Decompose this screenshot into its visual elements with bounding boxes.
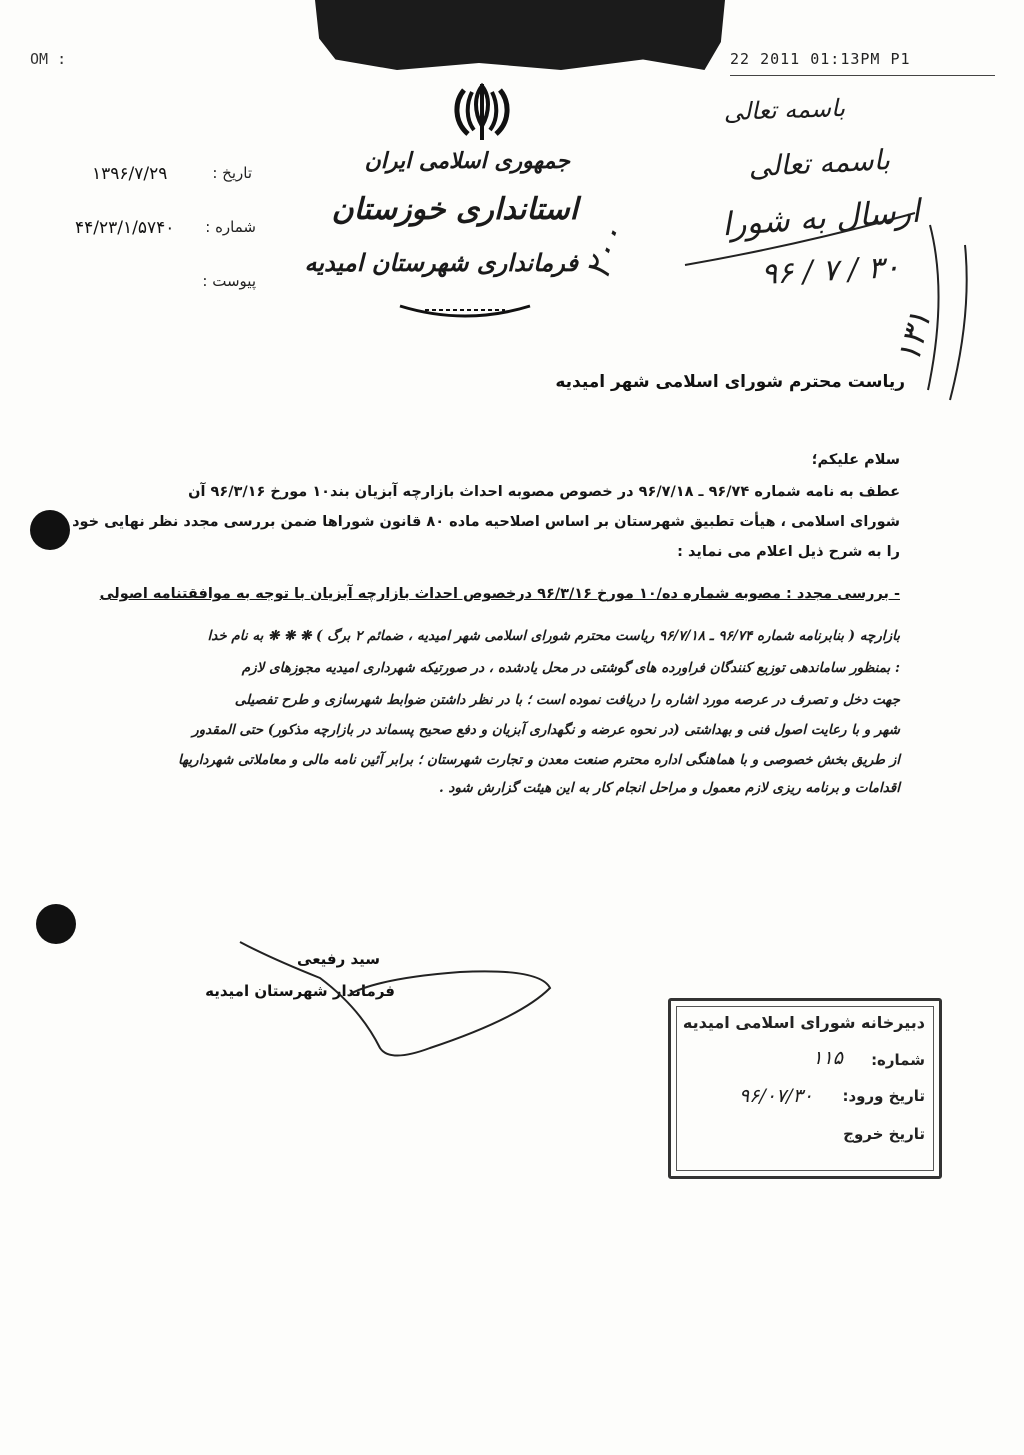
fax-header-left: OM :	[30, 50, 67, 68]
italic-line-1: بازارچه ( بنابرنامه شماره ۹۶/۷۴ ـ ۹۶/۷/۱۸ ریاست محترم شورای اسلامی شهر امیدیه ، ضمائم ۲ برگ ) ❋ ❋ ❋ به نام خدا	[207, 628, 900, 644]
body-line-2: شورای اسلامی ، هیأت تطبیق شهرستان بر اساس اصلاحیه ماده ۸۰ قانون شوراها ضمن بررسی مجدد نظر نهایی خود	[72, 514, 900, 530]
handwritten-margin-scribble: ۲۰۰	[577, 219, 634, 285]
secretariat-stamp	[668, 998, 942, 1179]
letterhead-province: استانداری خوزستان	[331, 192, 578, 227]
attachment-label: پیوست :	[202, 272, 256, 290]
handwritten-invocation-1: باسمه تعالی	[723, 93, 846, 127]
letterhead-office: فرمانداری شهرستان امیدیه	[304, 248, 578, 277]
punch-hole	[36, 904, 76, 944]
stamp-number-label: شماره:	[871, 1051, 925, 1069]
stamp-title: دبیرخانه شورای اسلامی امیدیه	[682, 1013, 925, 1032]
italic-line-5: از طریق بخش خصوصی و با هماهنگی اداره محترم صنعت معدن و تجارت شهرستان ؛ برابر آئین نامه مالی و معاملاتی شهرداریها	[177, 752, 900, 768]
handwritten-referral-date: ۳۰ / ۷ / ۹۶	[760, 249, 901, 293]
review-line: - بررسی مجدد : مصوبه شماره ده/۱۰ مورخ ۹۶/۳/۱۶ درخصوص احداث بازارچه آبزیان با توجه به موافقتنامه اصولی	[99, 586, 900, 602]
signatory-name: سید رفیعی	[297, 950, 380, 968]
number-value: ۴۴/۲۳/۱/۵۷۴۰	[75, 218, 175, 238]
italic-line-3: جهت دخل و تصرف در عرصه مورد اشاره را دریافت نموده است ؛ با در نظر داشتن ضوابط شهرسازی و طرح تفصیلی	[234, 692, 900, 708]
fax-header-right: 22 2011 01:13PM P1	[730, 50, 911, 68]
stamp-entry-value: ۹۶/۰۷/۳۰	[738, 1085, 813, 1107]
signatory-title: فرماندار شهرستان امیدیه	[205, 982, 395, 1000]
body-line-1: عطف به نامه شماره ۹۶/۷۴ ـ ۹۶/۷/۱۸ در خصوص مصوبه احداث بازارچه آبزیان بند۱۰ مورخ ۹۶/۳/۱۶ آن	[188, 484, 900, 500]
iran-emblem-icon	[448, 82, 516, 142]
stamp-number-value: ۱۱۵	[812, 1047, 843, 1069]
stamp-entry-label: تاریخ ورود:	[842, 1087, 925, 1105]
fax-header-rule	[730, 75, 995, 76]
salutation: سلام علیکم؛	[811, 452, 900, 468]
date-label: تاریخ :	[212, 164, 252, 182]
italic-line-4: شهر و با رعایت اصول فنی و بهداشتی (در نحوه عرضه و نگهداری آبزیان و دفع صحیح پسماند در بازارچه مذکور) حتی المقدور	[192, 722, 900, 738]
recipient-line: ریاست محترم شورای اسلامی شهر امیدیه	[555, 372, 905, 392]
italic-line-6: اقدامات و برنامه ریزی لازم معمول و مراحل انجام کار به این هیئت گزارش شود .	[438, 780, 900, 796]
signature-scribble-icon	[230, 938, 560, 1066]
body-line-3: را به شرح ذیل اعلام می نماید :	[677, 544, 900, 560]
letterhead-ornament-icon	[395, 300, 535, 322]
italic-line-2: : بمنظور ساماندهی توزیع کنندگان فراورده های گوشتی در محل یادشده ، در صورتیکه شهرداری امیدیه مجوزهای لازم	[241, 660, 900, 676]
letterhead-country: جمهوری اسلامی ایران	[364, 148, 570, 174]
handwritten-referral: ارسال به شورا	[720, 191, 922, 244]
number-label: شماره :	[205, 218, 256, 236]
date-value: ۱۳۹۶/۷/۲۹	[92, 164, 168, 184]
punch-hole	[30, 510, 70, 550]
black-tape-strip	[315, 0, 725, 70]
handwritten-margin-note: ۱۳۱	[888, 307, 939, 367]
stamp-exit-label: تاریخ خروج	[843, 1125, 925, 1143]
handwritten-invocation-2: باسمه تعالی	[747, 143, 891, 184]
